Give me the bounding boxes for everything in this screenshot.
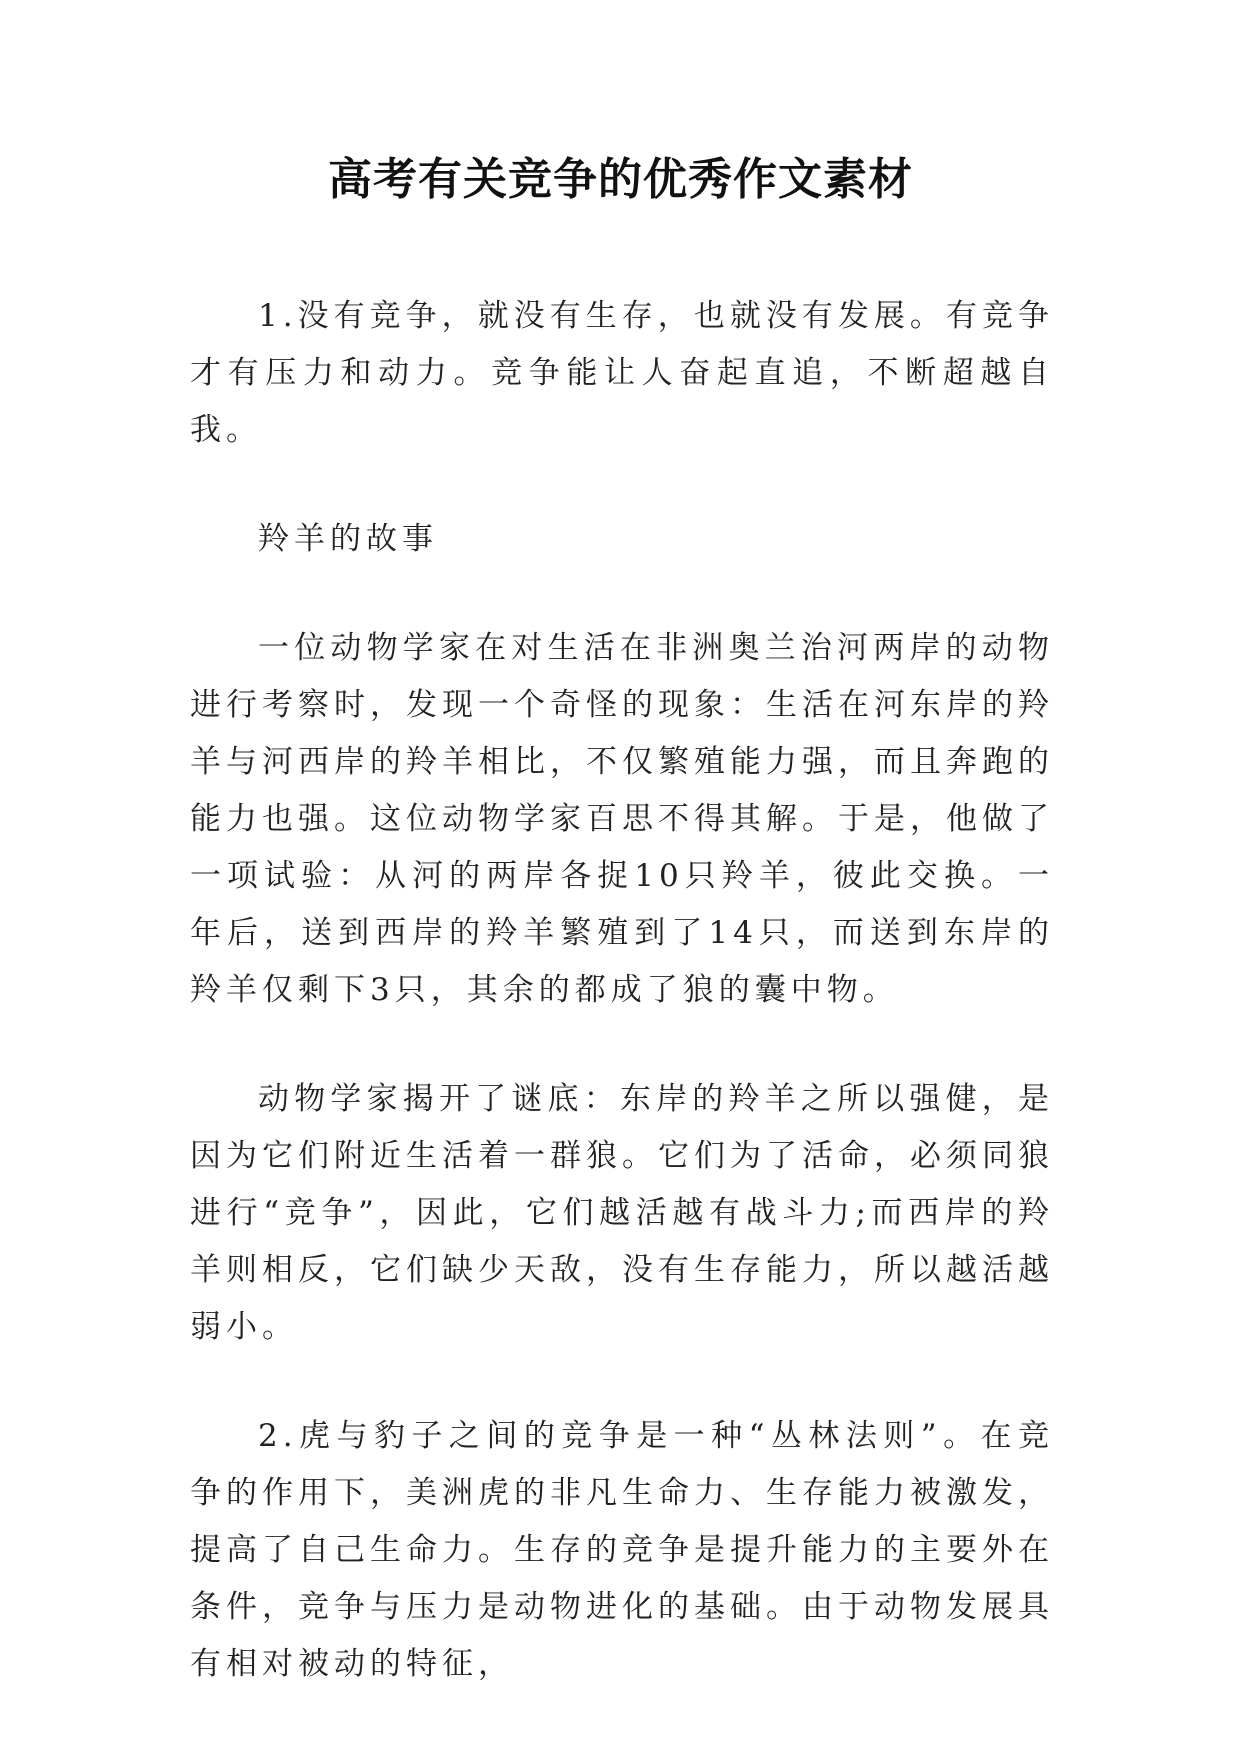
document-title: 高考有关竞争的优秀作文素材 bbox=[328, 154, 913, 205]
paragraph-2: 一位动物学家在对生活在非洲奥兰治河两岸的动物进行考察时，发现一个奇怪的现象：生活在河东岸的羚羊与河西岸的羚羊相比，不仅繁殖能力强，而且奔跑的能力也强。这位动物学家百思不得其解。于是，他做了一项试验：从河的两岸各捉10只羚羊，彼此交换。一年后，送到西岸的羚羊繁殖到了14只，而送到东岸的羚羊仅剩下3只，其余的都成了狼的囊中物。 bbox=[190, 630, 1054, 1008]
section-heading: 羚羊的故事 bbox=[258, 521, 438, 557]
paragraph-3: 动物学家揭开了谜底：东岸的羚羊之所以强健，是因为它们附近生活着一群狼。它们为了活命，必须同狼进行“竞争”，因此，它们越活越有战斗力;而西岸的羚羊则相反，它们缺少天敌，没有生存能力，所以越活越弱小。 bbox=[190, 1081, 1054, 1345]
paragraph-4: 2.虎与豹子之间的竞争是一种“丛林法则”。在竞争的作用下，美洲虎的非凡生命力、生存能力被激发，提高了自己生命力。生存的竞争是提升能力的主要外在条件，竞争与压力是动物进化的基础。由于动物发展具有相对被动的特征， bbox=[190, 1418, 1054, 1682]
paragraph-1: 1.没有竞争，就没有生存，也就没有发展。有竞争才有压力和动力。竞争能让人奋起直追，不断超越自我。 bbox=[190, 298, 1054, 448]
document-body bbox=[190, 288, 1054, 1745]
